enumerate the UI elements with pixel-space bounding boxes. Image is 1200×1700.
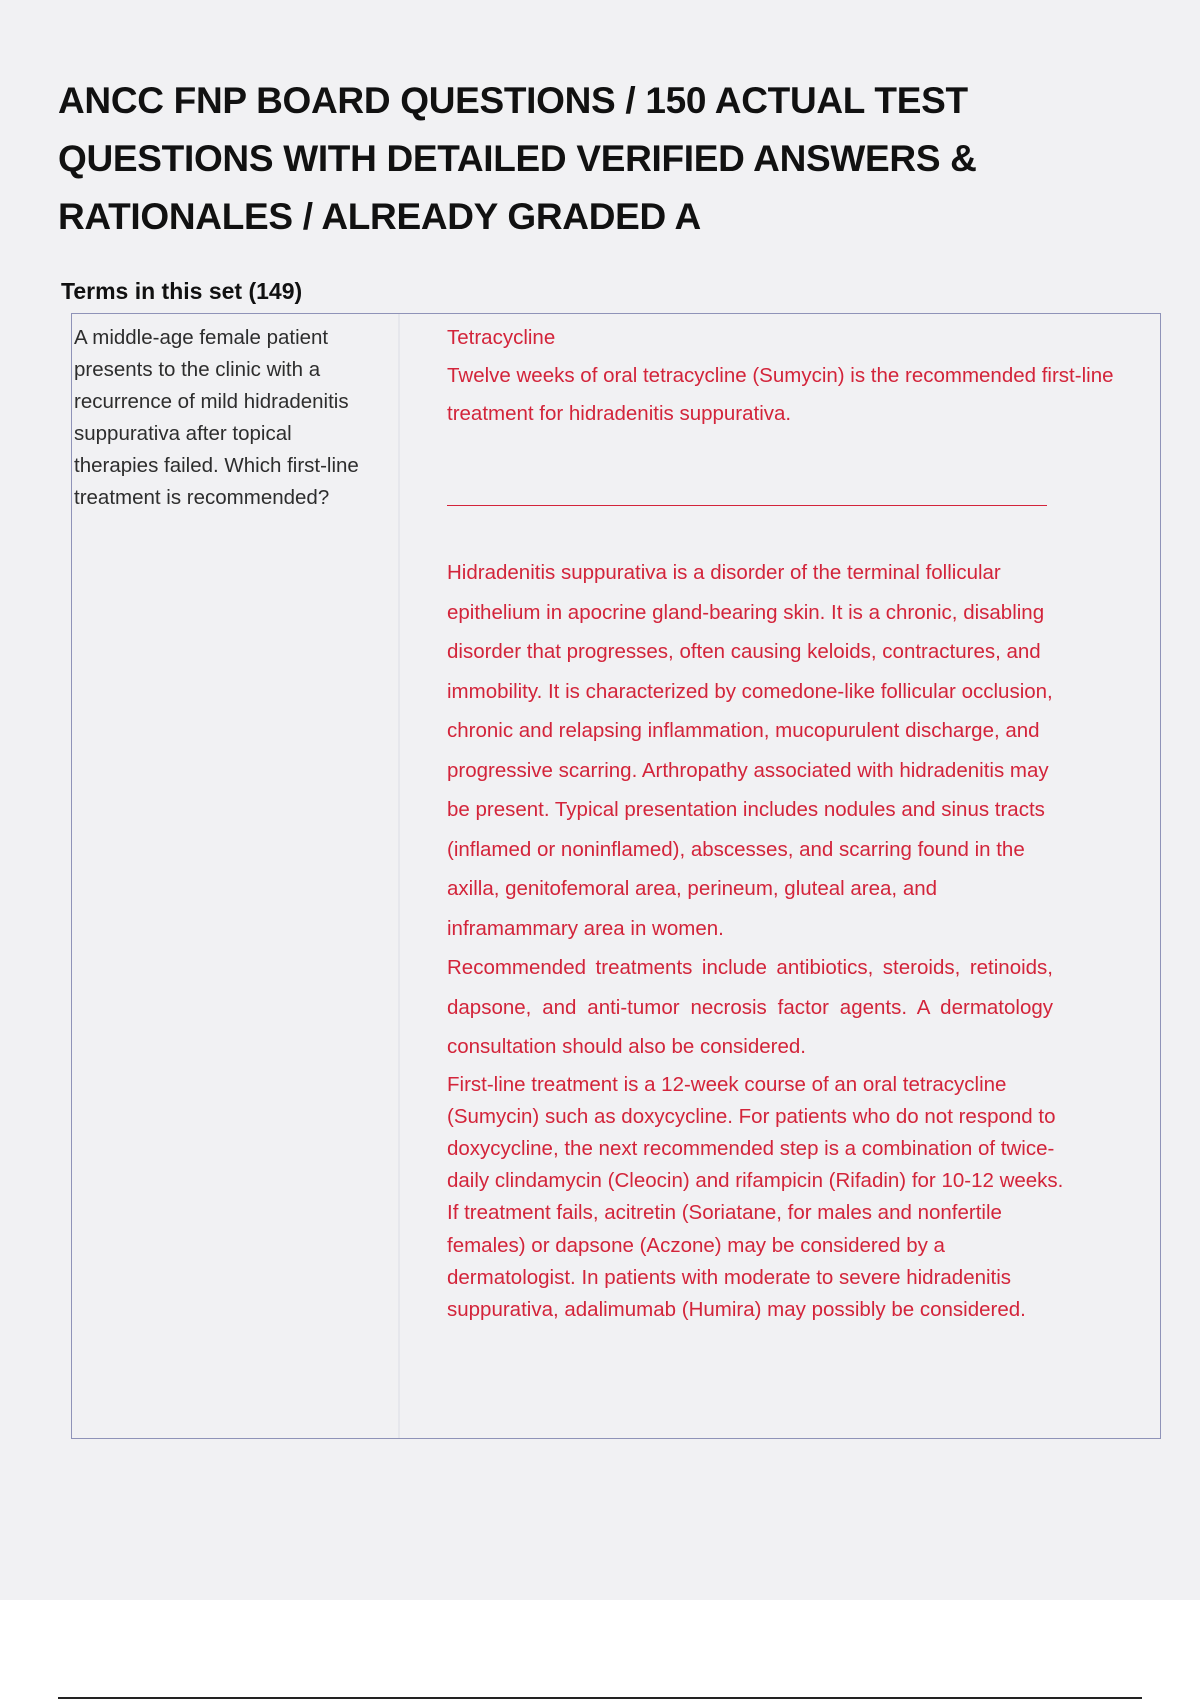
short-explanation: Twelve weeks of oral tetracycline (Sumycin) is the recommended first-line treatment for hidradenitis suppurativa. bbox=[447, 364, 1114, 425]
terms-count-heading: Terms in this set (149) bbox=[61, 278, 303, 304]
footer-line bbox=[58, 1697, 1142, 1699]
answer-text: Tetracycline bbox=[447, 326, 556, 349]
definition-column bbox=[447, 322, 1147, 1326]
document-title: ANCC FNP BOARD QUESTIONS / 150 ACTUAL TEST QUESTIONS WITH DETAILED VERIFIED ANSWERS & RATIONALES / ALREADY GRADED A bbox=[58, 80, 977, 237]
answer-separator-line bbox=[447, 505, 1047, 506]
rationale-paragraph-2: Recommended treatments include antibiotics, steroids, retinoids, dapsone, and anti-tumor necrosis factor agents. A dermatology consultation should also be considered. bbox=[447, 956, 1053, 1058]
question-text: A middle-age female patient presents to the clinic with a recurrence of mild hidradenitis suppurativa after topical therapies failed. Which first-line treatment is recommended? bbox=[74, 326, 359, 509]
flashcard bbox=[71, 313, 1161, 1439]
rationale-paragraph-1: Hidradenitis suppurativa is a disorder of the terminal follicular epithelium in apocrine gland-bearing skin. It is a chronic, disabling disorder that progresses, often causing keloids, contractures, and immobility. It is characterized by comedone-like follicular occlusion, chronic and relapsing inflammation, mucopurulent discharge, and progressive scarring. Arthropathy associated with hidradenitis may be present. Typical presentation includes nodules and sinus tracts (inflamed or noninflamed), abscesses, and scarring found in the axilla, genitofemoral area, perineum, gluteal area, and inframammary area in women. bbox=[447, 561, 1053, 940]
rationale-paragraph-3: First-line treatment is a 12-week course of an oral tetracycline (Sumycin) such as doxycycline. For patients who do not respond to doxycycline, the next recommended step is a combination of twice-daily clindamycin (Cleocin) and rifampicin (Rifadin) for 10-12 weeks. If treatment fails, acitretin (Soriatane, for males and nonfertile females) or dapsone (Aczone) may be considered by a dermatologist. In patients with moderate to severe hidradenitis suppurativa, adalimumab (Humira) may possibly be considered. bbox=[447, 1072, 1064, 1321]
term-column bbox=[72, 314, 396, 1438]
column-divider bbox=[398, 314, 400, 1438]
